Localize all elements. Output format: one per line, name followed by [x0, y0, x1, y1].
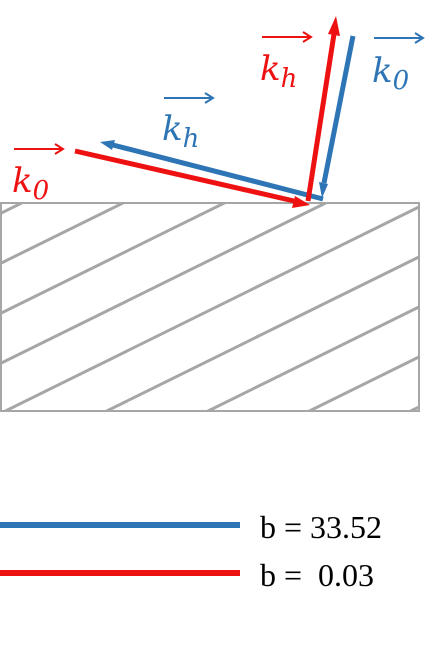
red-kh-line — [308, 34, 334, 201]
legend-entry-blue — [0, 509, 382, 545]
blue-k0-arrowhead — [319, 182, 328, 198]
label-kh-blue-left — [162, 93, 213, 154]
blue-kh-line — [113, 145, 323, 199]
vector-base: k — [372, 51, 393, 91]
legend — [0, 509, 382, 593]
vector-subscript: 0 — [32, 176, 50, 206]
label-k0-red-left — [12, 144, 63, 206]
vector-subscript: h — [280, 64, 298, 94]
blue-kh-arrowhead — [100, 140, 115, 150]
svg-text:k0 — [12, 161, 49, 206]
red-kh-arrowhead — [328, 16, 340, 36]
svg-text:k0 — [372, 51, 409, 96]
label-kh-red-top — [260, 32, 311, 94]
legend-label-red: b = 0.03 — [260, 557, 375, 593]
vector-base: k — [12, 161, 33, 201]
vector-subscript: 0 — [392, 66, 410, 96]
vector-base: k — [162, 109, 183, 149]
vector-subscript: h — [182, 124, 200, 154]
red-vectors — [75, 16, 340, 208]
svg-text:kh — [162, 109, 199, 154]
legend-label-blue: b = 33.52 — [260, 509, 383, 545]
blue-vectors — [100, 36, 353, 199]
red-k0-line — [75, 151, 294, 201]
label-k0-blue-top — [372, 33, 423, 96]
legend-entry-red — [0, 557, 374, 593]
crystal-border — [1, 203, 419, 411]
svg-text:kh — [260, 49, 297, 94]
vector-base: k — [260, 49, 281, 89]
